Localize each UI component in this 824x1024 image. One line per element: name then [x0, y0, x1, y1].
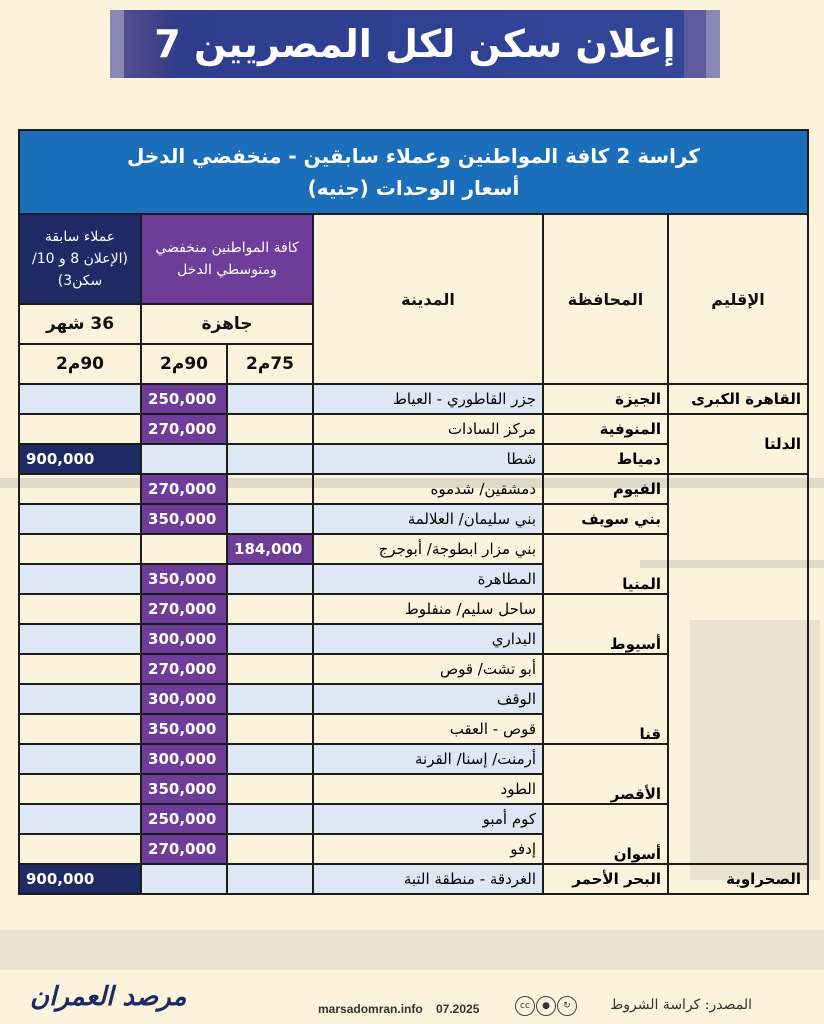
- cell-price-75: [227, 474, 313, 504]
- cell-governorate: أسوان: [543, 804, 668, 864]
- group-all-citizens: كافة المواطنين منخفضي ومتوسطي الدخل: [141, 214, 313, 304]
- table-row: [19, 384, 808, 414]
- cell-city: البداري: [313, 624, 543, 654]
- table-row: [19, 864, 808, 894]
- cell-price-75: 184,000: [227, 534, 313, 564]
- cell-city: شطا: [313, 444, 543, 474]
- cell-price-75: [227, 834, 313, 864]
- cell-price-prev-90: [19, 654, 141, 684]
- cell-governorate: البحر الأحمر: [543, 864, 668, 894]
- cell-price-75: [227, 684, 313, 714]
- cell-price-75: [227, 654, 313, 684]
- cell-region: الدلتا: [668, 414, 808, 474]
- cell-city: أبو تشت/ قوص: [313, 654, 543, 684]
- col-city: المدينة: [313, 214, 543, 384]
- cell-city: الوقف: [313, 684, 543, 714]
- cell-city: ساحل سليم/ منفلوط: [313, 594, 543, 624]
- cell-price-90: 300,000: [141, 624, 227, 654]
- cell-price-prev-90: [19, 594, 141, 624]
- cell-city: أرمنت/ إسنا/ القرنة: [313, 744, 543, 774]
- cell-city: إدفو: [313, 834, 543, 864]
- cell-price-prev-90: [19, 684, 141, 714]
- by-icon: ●: [536, 996, 556, 1016]
- cell-city: الغردقة - منطقة التبة: [313, 864, 543, 894]
- size-90-prev: 90م2: [19, 344, 141, 384]
- cell-price-prev-90: 900,000: [19, 864, 141, 894]
- table-header-line2: أسعار الوحدات (جنيه): [307, 176, 520, 200]
- cell-price-prev-90: 900,000: [19, 444, 141, 474]
- cell-price-75: [227, 504, 313, 534]
- cell-price-75: [227, 714, 313, 744]
- logo: مرصد العمران: [30, 982, 187, 1012]
- cell-price-90: [141, 534, 227, 564]
- watermark-shape: [0, 930, 824, 970]
- cell-governorate: بني سويف: [543, 504, 668, 534]
- cell-price-75: [227, 384, 313, 414]
- cell-price-75: [227, 414, 313, 444]
- cell-price-90: 350,000: [141, 564, 227, 594]
- cell-city: بني سليمان/ العلالمة: [313, 504, 543, 534]
- table-header-line1: كراسة 2 كافة المواطنين وعملاء سابقين - منخفضي الدخل: [127, 144, 700, 168]
- group-previous-clients: عملاء سابقة (الإعلان 8 و 10/ سكن3): [19, 214, 141, 304]
- table-row: [19, 474, 808, 504]
- cell-price-75: [227, 744, 313, 774]
- cell-price-75: [227, 804, 313, 834]
- status-ready: جاهزة: [141, 304, 313, 344]
- col-region: الإقليم: [668, 214, 808, 384]
- cell-governorate: المنيا: [543, 534, 668, 594]
- cell-price-90: 270,000: [141, 474, 227, 504]
- cell-price-prev-90: [19, 804, 141, 834]
- cell-price-75: [227, 624, 313, 654]
- cell-price-90: 350,000: [141, 774, 227, 804]
- cell-region: القاهرة الكبرى: [668, 384, 808, 414]
- source-note: المصدر: كراسة الشروط: [610, 997, 752, 1013]
- cell-price-prev-90: [19, 714, 141, 744]
- cell-price-90: [141, 864, 227, 894]
- cell-price-90: 300,000: [141, 684, 227, 714]
- cell-price-prev-90: [19, 384, 141, 414]
- cell-price-90: 350,000: [141, 714, 227, 744]
- cell-price-prev-90: [19, 414, 141, 444]
- cell-city: مركز السادات: [313, 414, 543, 444]
- license-icons: [515, 996, 577, 1016]
- cell-governorate: المنوفية: [543, 414, 668, 444]
- cell-price-90: 250,000: [141, 384, 227, 414]
- page-title: إعلان سكن لكل المصريين 7: [154, 22, 676, 66]
- cell-governorate: الجيزة: [543, 384, 668, 414]
- cell-governorate: الأقصر: [543, 744, 668, 804]
- table-row: [19, 414, 808, 444]
- status-36-months: 36 شهر: [19, 304, 141, 344]
- cell-price-90: 350,000: [141, 504, 227, 534]
- date: 07.2025: [436, 1002, 480, 1016]
- cell-price-90: 300,000: [141, 744, 227, 774]
- cell-price-75: [227, 564, 313, 594]
- cell-governorate: قنا: [543, 654, 668, 744]
- sa-icon: ↻: [557, 996, 577, 1016]
- site-link[interactable]: marsadomran.info: [318, 1002, 423, 1016]
- cell-price-90: [141, 444, 227, 474]
- cell-city: المطاهرة: [313, 564, 543, 594]
- size-90: 90م2: [141, 344, 227, 384]
- cell-price-prev-90: [19, 624, 141, 654]
- cell-price-75: [227, 444, 313, 474]
- table-header: [19, 130, 808, 214]
- cell-city: كوم أمبو: [313, 804, 543, 834]
- cell-price-90: 270,000: [141, 834, 227, 864]
- cell-price-prev-90: [19, 744, 141, 774]
- cell-price-75: [227, 864, 313, 894]
- cell-governorate: الفيوم: [543, 474, 668, 504]
- prices-table: [18, 129, 809, 895]
- cell-price-prev-90: [19, 834, 141, 864]
- size-75: 75م2: [227, 344, 313, 384]
- cell-price-prev-90: [19, 504, 141, 534]
- cell-region: الصحراوية: [668, 864, 808, 894]
- cell-city: جزر القاطوري - العياط: [313, 384, 543, 414]
- cell-price-90: 270,000: [141, 414, 227, 444]
- cell-city: بني مزار ابطوجة/ أبوجرج: [313, 534, 543, 564]
- cell-city: قوص - العقب: [313, 714, 543, 744]
- cell-city: دمشقين/ شدموه: [313, 474, 543, 504]
- cell-city: الطود: [313, 774, 543, 804]
- cell-price-prev-90: [19, 564, 141, 594]
- cell-region: [668, 474, 808, 864]
- cell-price-prev-90: [19, 474, 141, 504]
- cell-governorate: أسيوط: [543, 594, 668, 654]
- cell-price-90: 270,000: [141, 594, 227, 624]
- cc-icon: cc: [515, 996, 535, 1016]
- cell-price-90: 270,000: [141, 654, 227, 684]
- cell-price-75: [227, 774, 313, 804]
- cell-price-prev-90: [19, 534, 141, 564]
- title-banner: [110, 10, 720, 78]
- cell-price-75: [227, 594, 313, 624]
- col-governorate: المحافظة: [543, 214, 668, 384]
- cell-price-90: 250,000: [141, 804, 227, 834]
- cell-governorate: دمياط: [543, 444, 668, 474]
- cell-price-prev-90: [19, 774, 141, 804]
